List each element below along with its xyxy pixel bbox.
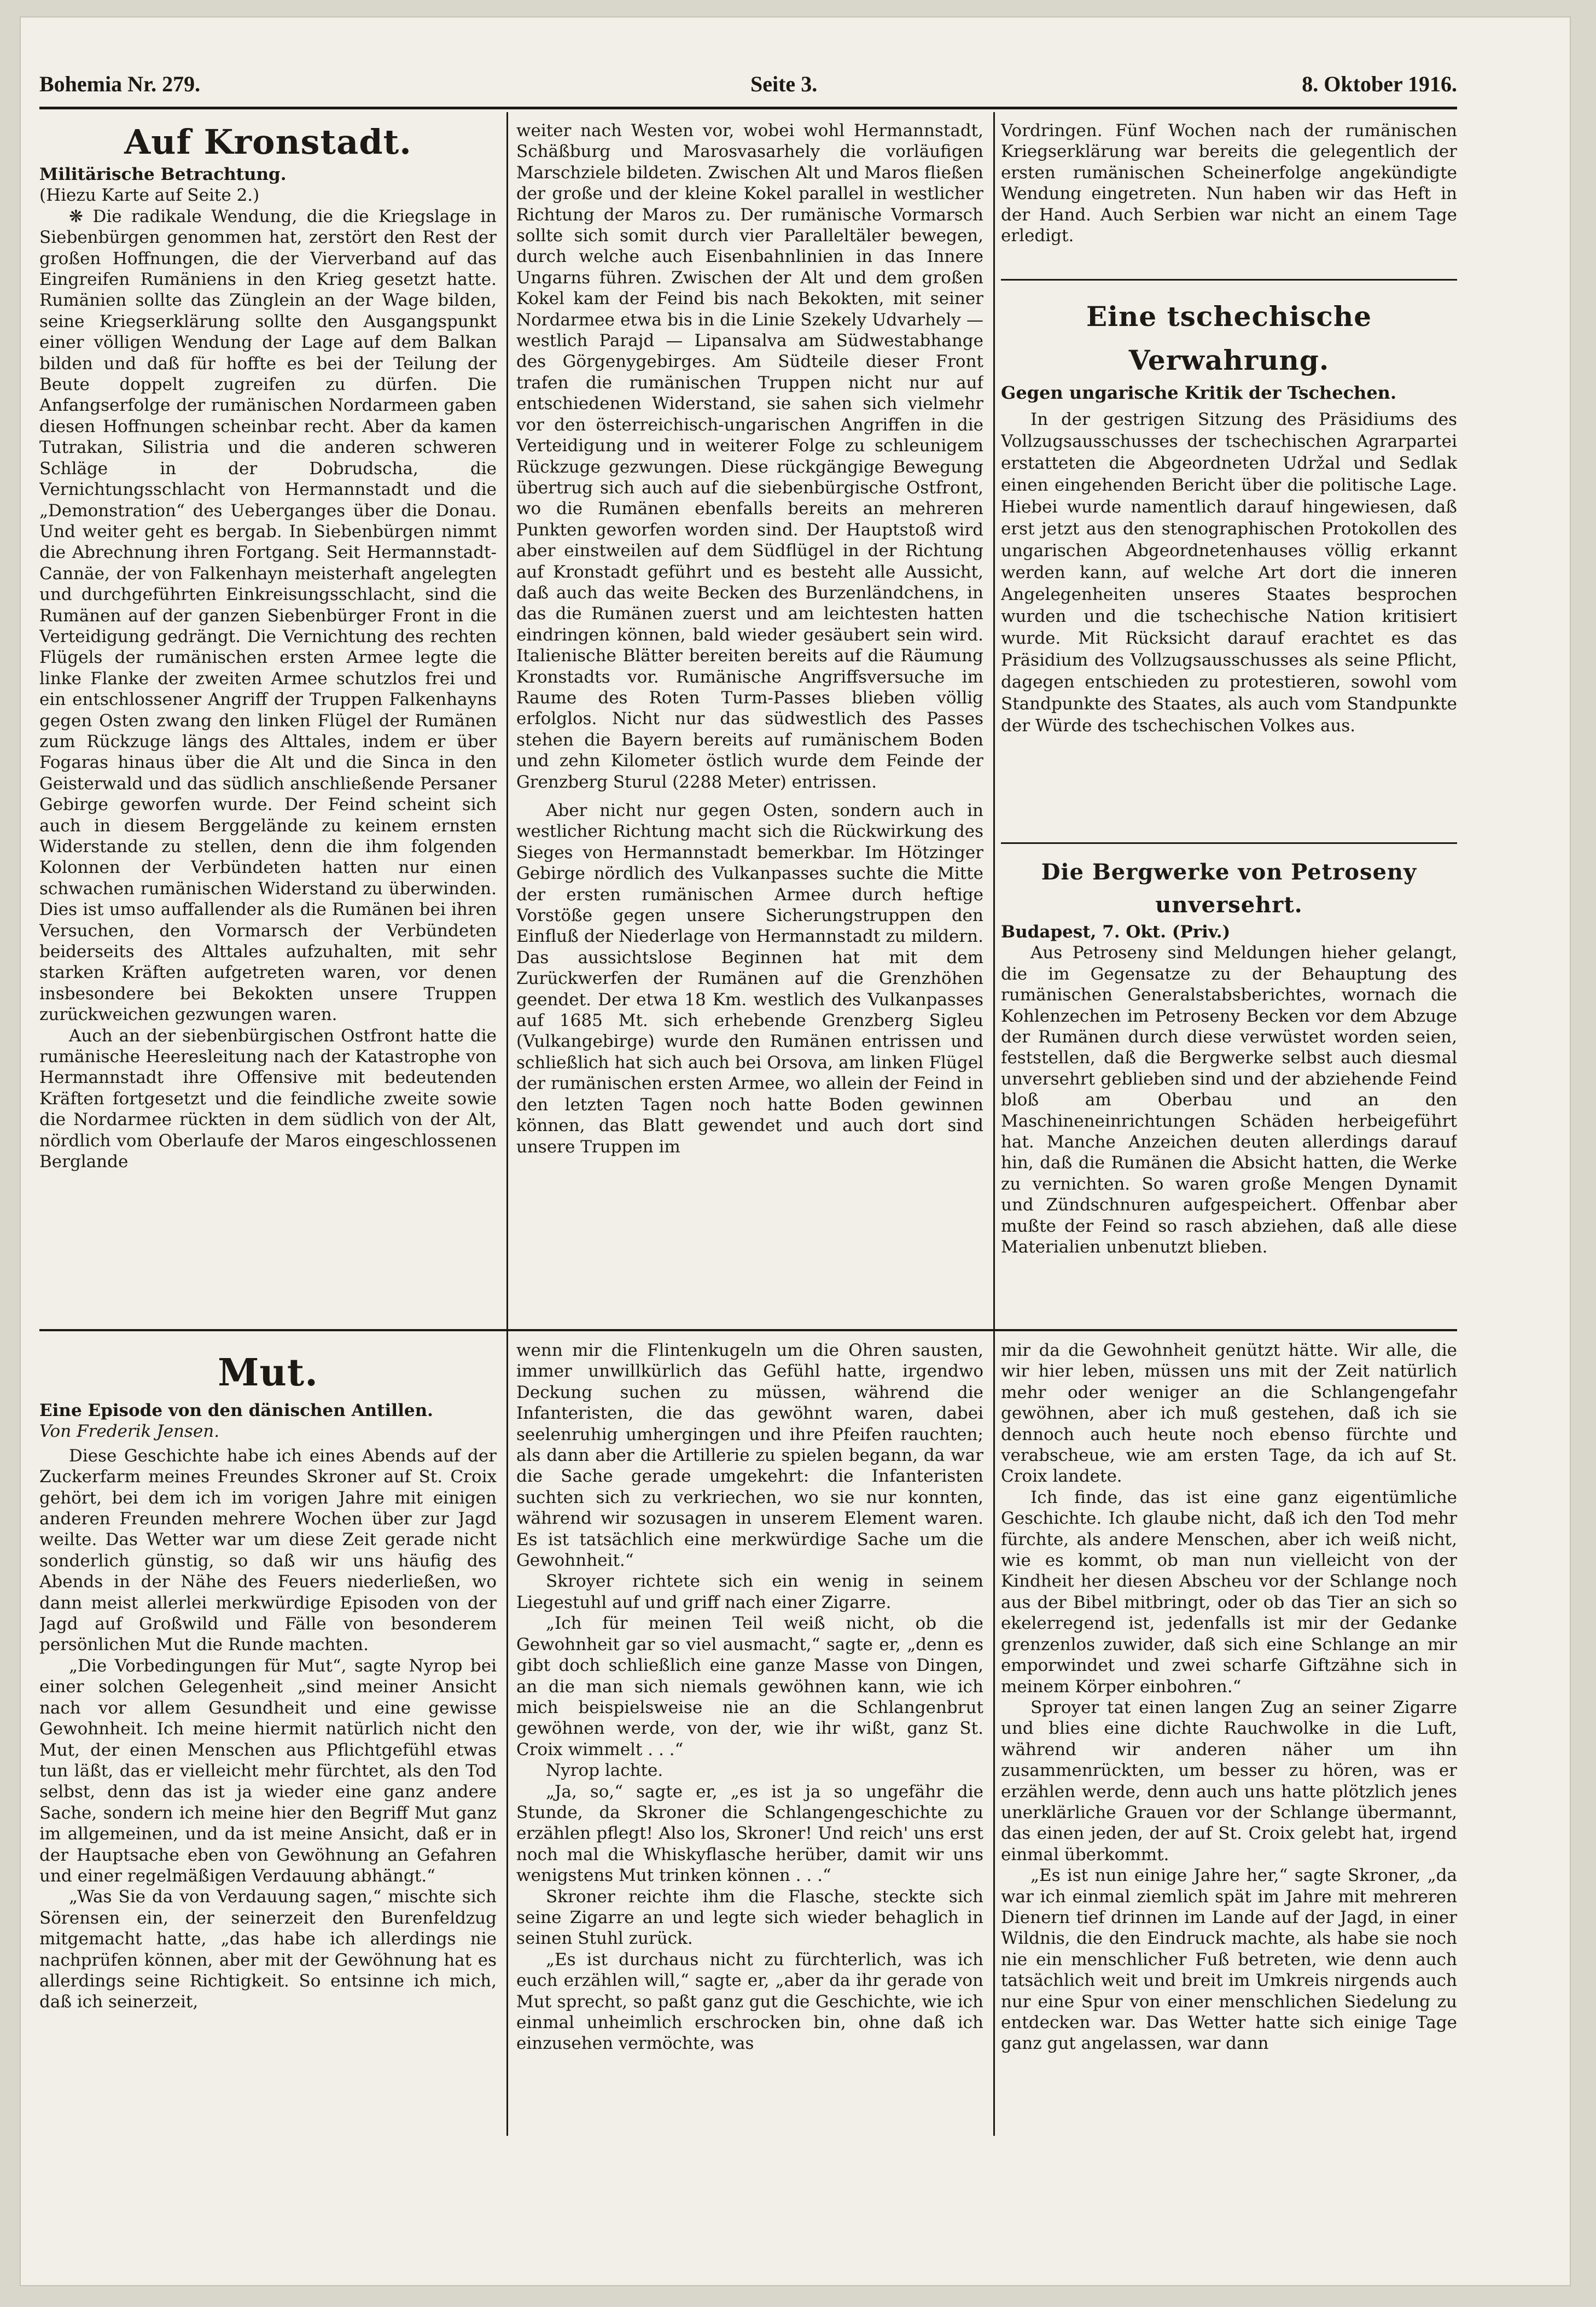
article-paragraph: weiter nach Westen vor, wobei wohl Hermannstadt, Schäßburg und Marosvasarhely die vorläufigen Marschziele bildeten. Zwischen Alt und Maros fließen der große und der kleine Kokel parallel in westlicher Richtung der Maros zu. Der rumänische Vormarsch sollte sich somit durch vier Paralleltäler bewegen, durch welche auch Eisenbahnlinien in das Innere Ungarns führen. Zwischen der Alt und dem großen Kokel kam der Feind bis nach Bekokten, mit seiner Nordarmee etwa bis in die Linie Szekely Udvarhely — westlich Parajd — Lipansalva am Südwestabhange des Görgenygebirges. Am Südteile dieser Front trafen die rumänischen Truppen nicht nur auf entschiedenen Widerstand, sie sahen sich vielmehr vor den österreichisch-ungarischen Angriffen in die Verteidigung und in weiterer Folge zu schleunigem Rückzuge gezwungen. Diese rückgängige Bewegung übertrug sich auch auf die siebenbürgische Ostfront, wo die Rumänen ebenfalls bereits an mehreren Punkten geworfen worden sind. Der Hauptstoß wird aber einstweilen auf dem Südflügel in der Richtung auf Kronstadt geführt und es besteht alle Aussicht, daß auch das weite Becken des Burzenländchens, in das die Rumänen zuerst und am leichtesten hatten eindringen können, bald wieder gesäubert sein wird. Italienische Blätter bereiten bereits auf die Räumung Kronstadts vor. Rumänische Angriffsversuche im Raume des Roten Turm-Passes blieben völlig erfolglos. Nicht nur das südwestlich des Passes stehen die Bayern bereits auf rumänischem Boden und zehn Kilometer östlich wurde dem Feinde der Grenzberg Sturul (2288 Meter) entrissen. — [516, 121, 983, 792]
article-subhead: Militärische Betrachtung. — [39, 165, 287, 184]
feuilleton-paragraph: Ich finde, das ist eine ganz eigentümliche Geschichte. Ich glaube nicht, daß ich den Tod mehr fürchte, als andere Menschen, aber ich weiß nicht, wie es kommt, ob man nun vielleicht von der Kindheit her diesen Abscheu vor der Schlange noch aus der Bibel mitbringt, oder ob das Tier an sich so ekelerregend ist, jedenfalls ist mir der Gedanke grenzenlos zuwider, daß sich eine Schlange an mir emporwindet und zwei scharfe Giftzähne sich in meinem Körper einbohren.“ — [1001, 1487, 1457, 1697]
page-number: Seite 3. — [750, 72, 818, 96]
feuilleton-paragraph: mir da die Gewohnheit genützt hätte. Wir alle, die wir hier leben, müssen uns mit der Zeit natürlich mehr oder weniger an die Schlangengefahr gewöhnen, aber ich muß gestehen, daß ich sie dennoch auch heute noch ebenso fürchte und verabscheue, wie am ersten Tage, da ich auf St. Croix landete. — [1001, 1341, 1457, 1487]
article-headline: Die Bergwerke von Petroseny unversehrt. — [1041, 859, 1417, 918]
feuilleton-paragraph: „Es ist nun einige Jahre her,“ sagte Skroner, „da war ich einmal ziemlich spät im Jahre mit mehreren Dienern tief drinnen im Lande auf der Jagd, in einer Wildnis, die den Eindruck machte, als habe sie noch nie ein menschlicher Fuß betreten, wie denn auch tatsächlich weit und breit im Umkreis nirgends auch nur eine Spur von einer menschlichen Siedelung zu entdecken war. Das Wetter hatte sich einige Tage ganz gut angelassen, war dann — [1001, 1866, 1457, 2054]
article-tschechische-verwahrung — [1001, 287, 1457, 834]
feuilleton-paragraph: Skroyer richtete sich ein wenig in seinem Liegestuhl auf und griff nach einer Zigarre. — [516, 1571, 983, 1612]
article-rule — [1001, 842, 1457, 844]
article-bergwerke-petroseny — [1001, 850, 1457, 1321]
page-header — [39, 60, 1457, 98]
feuilleton-paragraph: Skroner reichte ihm die Flasche, steckte sich seine Zigarre an und legte sich wieder behaglich in seinen Stuhl zurück. — [516, 1886, 983, 1949]
article-kronstadt-col3 — [1001, 120, 1457, 273]
article-paragraph: Aus Petroseny sind Meldungen hieher gelangt, die im Gegensatze zu der Behauptung des rumänischen Generalstabsberichtes, wornach die Kohlenzechen im Petroseny Becken vor dem Abzuge der Rumänen durch diese verwüstet worden seien, feststellen, daß die Bergwerke selbst auch diesmal unversehrt geblieben sind und der abziehende Feind bloß am Oberbau und an den Maschineneinrichtungen Schäden herbeigeführt hat. Manche Anzeichen deuten allerdings darauf hin, daß die Rumänen die Absicht hatten, die Werke zu vernichten. So waren große Mengen Dynamit und Zündschnuren aufgespeichert. Offenbar aber mußte der Feind so rasch abziehen, daß alle diese Materialien unbenutzt blieben. — [1001, 943, 1457, 1257]
feuilleton-paragraph: „Ja, so,“ sagte er, „es ist ja so ungefähr die Stunde, da Skroner die Schlangengeschichte zu erzählen pflegt! Also los, Skroner! Und reich' uns erst noch mal die Whiskyflasche herüber, damit wir uns wenigstens Mut trinken können . . .“ — [516, 1781, 983, 1886]
feuilleton-paragraph: Sproyer tat einen langen Zug an seiner Zigarre und blies eine dichte Rauchwolke in die Luft, während wir anderen näher um ihn zusammenrückten, um besser zu hören, was er erzählen werde, denn auch uns hatte plötzlich jenes unerklärliche Grauen vor der Schlange übermannt, das einen jeden, der auf St. Croix gelebt hat, irgend einmal überkommt. — [1001, 1697, 1457, 1865]
feuilleton-paragraph: Nyrop lachte. — [546, 1761, 663, 1781]
article-paragraph: Aber nicht nur gegen Osten, sondern auch in westlicher Richtung macht sich die Rückwirkung des Sieges von Hermannstadt bemerkbar. Im Hötzinger Gebirge nördlich des Vulkanpasses suchte die Mitte der ersten rumänischen Armee durch heftige Vorstöße gegen unsere Sicherungstruppen den Einfluß der Niederlage von Hermannstadt zu mildern. Das aussichtslose Beginnen hat mit dem Zurückwerfen der Rumänen auf die Grenzhöhen geendet. Der etwa 18 Km. westlich des Vulkanpasses auf 1685 Mt. sich erhebende Grenzberg Sigleu (Vulkangebirge) wurde den Rumänen entrissen und schließlich hat sich auch bei Orsova, am linken Flügel der rumänischen ersten Armee, wo allein der Feind in den letzten Tagen noch hatte Boden gewinnen können, das Blatt gewendet und auch dort sind unsere Truppen im — [516, 801, 983, 1157]
article-paragraph: Vordringen. Fünf Wochen nach der rumänischen Kriegserklärung war bereits die gelegentlich der ersten rumänischen Scheinerfolge angekündigte Wendung eingetreten. Nun haben wir das Heft in der Hand. Auch Serbien war nicht an einem Tage erledigt. — [1001, 121, 1457, 246]
feuilleton-paragraph: „Ich für meinen Teil weiß nicht, ob die Gewohnheit gar so viel ausmacht,“ sagte er, „denn es gibt doch schließlich eine ganze Masse von Dingen, an die man sich niemals gewöhnen kann, wie ich mich beispielsweise nie an die Schlangenbrut gewöhnen werde, von der, wie ihr wißt, ganz St. Croix wimmelt . . .“ — [516, 1613, 983, 1760]
column-divider — [993, 112, 995, 2136]
feuilleton-headline: Mut. — [218, 1351, 318, 1395]
issue-date: 8. Oktober 1916. — [1302, 72, 1457, 96]
article-dateline: Budapest, 7. Okt. (Priv.) — [1001, 922, 1231, 942]
article-kronstadt-col2 — [516, 120, 983, 1321]
issue-number: Bohemia Nr. 279. — [39, 72, 201, 96]
article-subhead: Gegen ungarische Kritik der Tschechen. — [1001, 382, 1397, 403]
feuilleton-paragraph: wenn mir die Flintenkugeln um die Ohren sausten, immer unwillkürlich das Gefühl hatte, irgendwo Deckung suchen zu müssen, während die Infanteristen, die das gewöhnt waren, dabei seelenruhig umhergingen und ihre Pfeifen rauchten; als dann aber die Artillerie zu spielen begann, da war die Sache gerade umgekehrt: die Infanteristen suchten sich zu verkriechen, wo sie nur konnten, während wir sozusagen in unserem Element waren. Es ist tatsächlich eine merkwürdige Sache um die Gewohnheit.“ — [516, 1341, 983, 1571]
column-divider — [506, 112, 508, 2136]
article-paragraph: ❋ Die radikale Wendung, die die Kriegslage in Siebenbürgen genommen hat, zerstört den Rest der großen Hoffnungen, die der Vierverband auf das Eingreifen Rumäniens in den Krieg gesetzt hatte. Rumänien sollte das Zünglein an der Wage bilden, seine Kriegserklärung sollte den Ausgangspunkt einer völligen Wendung der Lage auf dem Balkan bilden und daß für hoffte es bei der Teilung der Beute doppelt zugreifen zu dürfen. Die Anfangserfolge der rumänischen Nordarmeen gaben diesen Hoffnungen scheinbar recht. Aber da kamen Tutrakan, Silistria und die anderen schweren Schläge in der Dobrudscha, die Vernichtungsschlacht von Hermannstadt und die „Demonstration“ des Ueberganges über die Donau. Und weiter geht es bergab. In Siebenbürgen nimmt die Abrechnung ihren Fortgang. Seit Hermannstadt-Cannäe, der von Falkenhayn meisterhaft angelegten und durchgeführten Einkreisungsschlacht, sind die Rumänen auf der ganzen Siebenbürger Front in die Verteidigung gedrängt. Die Vernichtung des rechten Flügels der rumänischen ersten Armee legte die linke Flanke der zweiten Armee schutzlos frei und ein entschlossener Angriff der Truppen Falkenhayns gegen Osten zwang den linken Flügel der Rumänen zum Rückzuge längs des Alttales, indem er über Fogaras hinaus über die Alt und die Sinca in den Geisterwald und das südlich anschließende Persaner Gebirge geworfen wurde. Der Feind scheint sich auch in diesem Berggelände zu keinem ernsten Widerstande zu stellen, denn die ihm folgenden Kolonnen der Verbündeten hatten nur einen schwachen rumänischen Widerstand zu überwinden. Dies ist umso auffallender als die Rumänen bei ihren Versuchen, den Vormarsch der Verbündeten beiderseits des Alttales aufzuhalten, mit sehr starken Kräften aufgetreten waren, vor denen insbesondere bei Bekokten unsere Truppen zurückweichen gezwungen waren. — [39, 206, 497, 1025]
article-note: (Hiezu Karte auf Seite 2.) — [39, 185, 260, 206]
feuilleton-byline: Von Frederik Jensen. — [39, 1422, 220, 1442]
article-rule — [1001, 279, 1457, 281]
feuilleton-paragraph: „Die Vorbedingungen für Mut“, sagte Nyrop bei einer solchen Gelegenheit „sind meiner Ansicht nach vor allem Gesundheit und eine gewisse Gewohnheit. Ich meine hiermit natürlich nicht den Mut, der einen Menschen aus Pflichtgefühl etwas tun läßt, das er vielleicht mehr fürchtet, als den Tod selbst, denn das ist ja wieder eine ganz andere Sache, sondern ich meine hier den Begriff Mut ganz im allgemeinen, und da ist meine Ansicht, daß er in der Hauptsache eben von Gewöhnung an Gefahren und einer regelmäßigen Verdauung abhängt.“ — [39, 1656, 497, 1886]
article-headline: Auf Kronstadt. — [124, 122, 412, 162]
article-headline: Eine tschechische Verwahrung. — [1086, 300, 1372, 376]
feuilleton-subhead: Eine Episode von den dänischen Antillen. — [39, 1401, 433, 1420]
header-rule — [39, 107, 1457, 109]
feuilleton-paragraph: „Es ist durchaus nicht zu fürchterlich, was ich euch erzählen will,“ sagte er, „aber da ihr gerade von Mut sprecht, so paßt ganz gut die Geschichte, wie ich einmal unheimlich erschrocken bin, ohne daß ich einzusehen vermöchte, was — [516, 1949, 983, 2054]
feuilleton-paragraph: „Was Sie da von Verdauung sagen,“ mischte sich Sörensen ein, der seinerzeit den Burenfeldzug mitgemacht hatte, „das habe ich allerdings nie nachprüfen können, aber mit der Gewöhnung hat es allerdings seine Richtigkeit. So entsinne ich mich, daß ich seinerzeit, — [39, 1887, 497, 2012]
feuilleton-mut-col2 — [516, 1340, 983, 2139]
article-paragraph: In der gestrigen Sitzung des Präsidiums des Vollzugsausschusses der tschechischen Agrarpartei erstatteten die Abgeordneten Udržal und Sedlak einen eingehenden Bericht über die politische Lage. Hiebei wurde namentlich darauf hingewiesen, daß erst jetzt aus den stenographischen Protokollen des ungarischen Abgeordnetenhauses völlig erkannt werden kann, auf welche Art dort die inneren Angelegenheiten unseres Staates besprochen wurden und die tschechische Nation kritisiert wurde. Mit Rücksicht darauf erachtet es das Präsidium des Vollzugsausschusses als seine Pflicht, dagegen entschieden zu protestieren, sowohl vom Standpunkte des Staates, als auch vom Standpunkte der Würde des tschechischen Volkes aus. — [1001, 410, 1457, 736]
article-paragraph: Auch an der siebenbürgischen Ostfront hatte die rumänische Heeresleitung nach der Katastrophe von Hermannstadt ihre Offensive mit bedeutenden Kräften fortgesetzt und die feindliche zweite sowie die Nordarmee rückten in dem südlich von der Alt, nördlich vom Oberlaufe der Maros eingeschlossenen Berglande — [39, 1026, 497, 1172]
feuilleton-mut-col1 — [39, 1340, 497, 2139]
feuilleton-rule — [39, 1329, 1457, 1331]
feuilleton-mut-col3 — [1001, 1340, 1457, 2139]
feuilleton-paragraph: Diese Geschichte habe ich eines Abends auf der Zuckerfarm meines Freundes Skroner auf St. Croix gehört, bei dem ich im vorigen Jahre mit einigen anderen Freunden mehrere Wochen über zur Jagd weilte. Das Wetter war um diese Zeit gerade nicht sonderlich günstig, so daß wir uns häufig des Abends in der Nähe des Feuers niederließen, wo dann meist allerlei merkwürdige Episoden von der Jagd auf Großwild und Fälle von besonderem persönlichen Mut die Runde machten. — [39, 1446, 497, 1655]
article-kronstadt-col1 — [39, 120, 497, 1321]
